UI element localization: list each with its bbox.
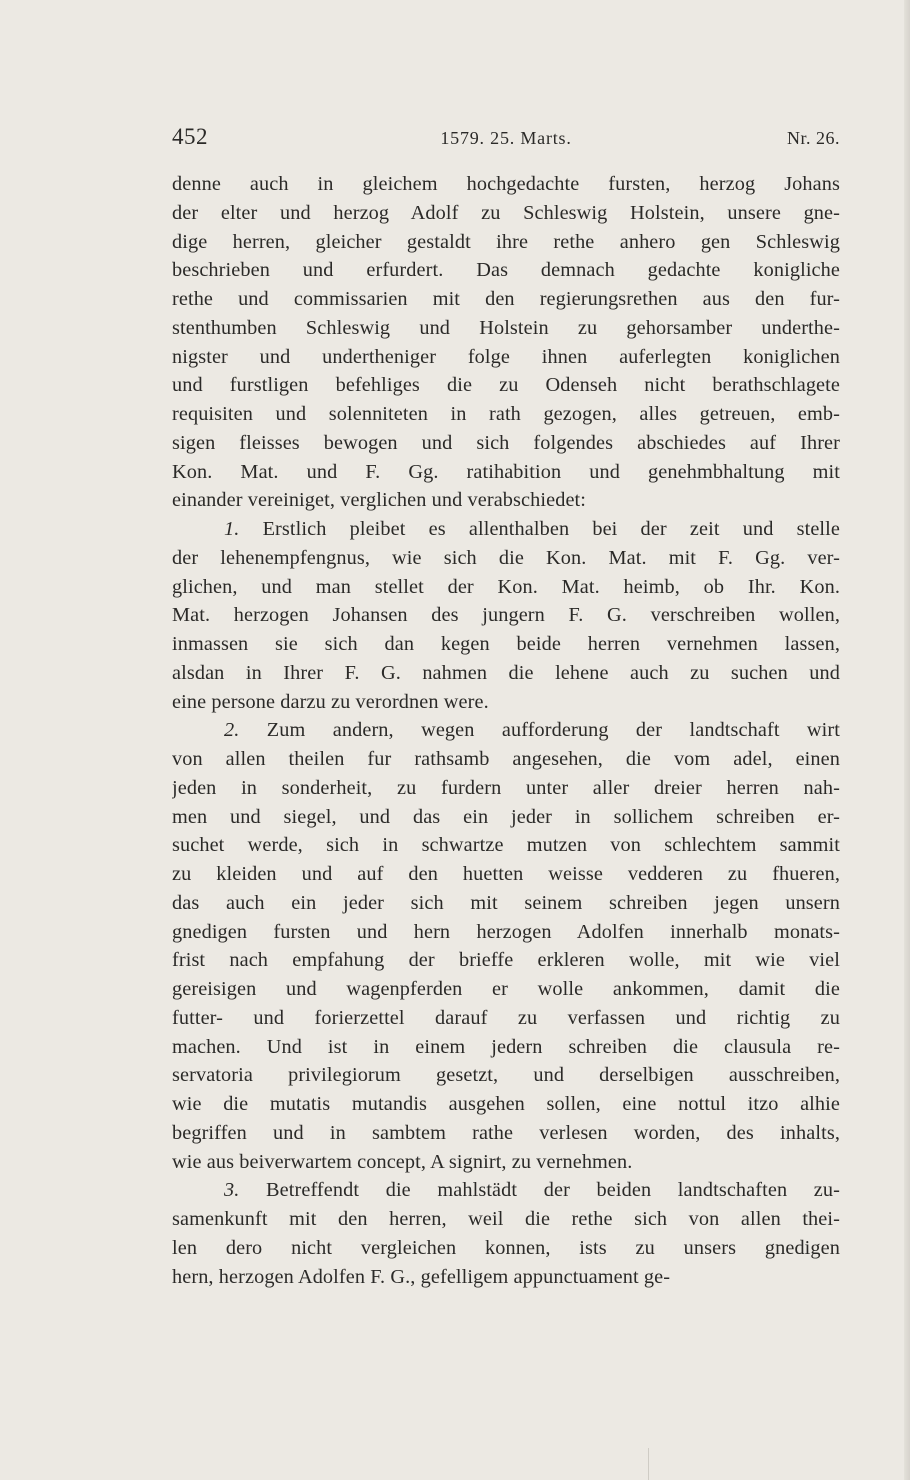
text-line: beschrieben und erfurdert. Das demnach gedachte konigliche bbox=[172, 259, 840, 282]
running-title-date: 1579. 25. Marts. bbox=[440, 128, 572, 148]
text-line: samenkunft mit den herren, weil die rethe sich von allen thei- bbox=[172, 1208, 840, 1230]
text-line: servatoria privilegiorum gesetzt, und derselbigen ausschreiben, bbox=[172, 1064, 840, 1087]
text-line: der lehenempfengnus, wie sich die Kon. Mat. mit F. Gg. ver- bbox=[172, 546, 840, 569]
section-number: 2. bbox=[224, 719, 240, 742]
text-line: zu kleiden und auf den huetten weisse vedderen zu fhueren, bbox=[172, 863, 840, 885]
section-first-line-text: Zum andern, wegen aufforderung der landtschaft wirt bbox=[239, 719, 840, 742]
text-line bbox=[172, 1176, 840, 1205]
section-first-line-text: Erstlich pleibet es allenthalben bei der zeit und stelle bbox=[239, 518, 840, 540]
text-line: gnedigen fursten und hern herzogen Adolfen innerhalb monats- bbox=[172, 920, 840, 943]
paragraph bbox=[172, 170, 840, 515]
paragraph bbox=[172, 716, 840, 1176]
section-number: 3. bbox=[224, 1179, 240, 1202]
text-line: von allen theilen fur rathsamb angesehen, die vom adel, einen bbox=[172, 748, 840, 770]
text-line: len dero nicht vergleichen konnen, ists zu unsers gnedigen bbox=[172, 1236, 840, 1259]
text-line: men und siegel, und das ein jeder in sollichem schreiben er- bbox=[172, 805, 840, 828]
text-line: alsdan in Ihrer F. G. nahmen die lehene auch zu suchen und bbox=[172, 661, 840, 684]
text-line: inmassen sie sich dan kegen beide herren vernehmen lassen, bbox=[172, 633, 840, 655]
text-line bbox=[172, 515, 840, 544]
section-first-line-text: Betreffendt die mahlstädt der beiden landtschaften zu- bbox=[239, 1179, 840, 1202]
text-line: suchet werde, sich in schwartze mutzen von schlechtem sammit bbox=[172, 834, 840, 857]
text-line: dige herren, gleicher gestaldt ihre rethe anhero gen Schleswig bbox=[172, 230, 840, 253]
text-line: eine persone darzu zu verordnen were. bbox=[172, 690, 489, 713]
paragraph bbox=[172, 515, 840, 716]
paragraph bbox=[172, 1176, 840, 1291]
text-line bbox=[172, 716, 840, 745]
text-line: stenthumben Schleswig und Holstein zu gehorsamber underthe- bbox=[172, 316, 840, 339]
text-line: gereisigen und wagenpferden er wolle ankommen, damit die bbox=[172, 978, 840, 1000]
text-line: machen. Und ist in einem jedern schreiben die clausula re- bbox=[172, 1035, 840, 1058]
scan-artifact-line bbox=[648, 1448, 649, 1480]
text-line: sigen fleisses bewogen und sich folgendes abschiedes auf Ihrer bbox=[172, 431, 840, 454]
text-line: denne auch in gleichem hochgedachte fursten, herzog Johans bbox=[172, 173, 840, 195]
text-line: nigster und undertheniger folge ihnen auferlegten koniglichen bbox=[172, 345, 840, 368]
text-line: Kon. Mat. und F. Gg. ratihabition und genehmbhaltung mit bbox=[172, 460, 840, 483]
text-line: requisiten und solenniteten in rath gezogen, alles getreuen, emb- bbox=[172, 403, 840, 425]
text-line: begriffen und in sambtem rathe verlesen worden, des inhalts, bbox=[172, 1121, 840, 1144]
text-line: einander vereiniget, verglichen und verabschiedet: bbox=[172, 489, 587, 512]
text-line: das auch ein jeder sich mit seinem schreiben jegen unsern bbox=[172, 891, 840, 914]
text-line: jeden in sonderheit, zu furdern unter aller dreier herren nah- bbox=[172, 776, 840, 799]
text-line: hern, herzogen Adolfen F. G., gefelligem appunctuament ge- bbox=[172, 1265, 671, 1288]
text-line: rethe und commissarien mit den regierungsrethen aus den fur- bbox=[172, 288, 840, 310]
running-header bbox=[172, 124, 840, 156]
text-line: frist nach empfahung der brieffe erkleren wolle, mit wie viel bbox=[172, 949, 840, 972]
page-edge-shadow bbox=[904, 0, 910, 1480]
text-line: Mat. herzogen Johansen des jungern F. G. verschreiben wollen, bbox=[172, 604, 840, 627]
text-line: wie die mutatis mutandis ausgehen sollen, eine nottul itzo alhie bbox=[172, 1093, 840, 1115]
body-text bbox=[172, 170, 840, 1291]
page-number: 452 bbox=[172, 124, 208, 149]
text-line: futter- und forierzettel darauf zu verfassen und richtig zu bbox=[172, 1006, 840, 1029]
text-line: wie aus beiverwartem concept, A signirt, zu vernehmen. bbox=[172, 1150, 633, 1173]
section-number: 1. bbox=[224, 518, 240, 540]
text-line: der elter und herzog Adolf zu Schleswig Holstein, unsere gne- bbox=[172, 201, 840, 224]
document-number: Nr. 26. bbox=[787, 128, 840, 148]
text-line: glichen, und man stellet der Kon. Mat. heimb, ob Ihr. Kon. bbox=[172, 575, 840, 598]
text-line: und furstligen befehliges die zu Odenseh nicht berathschlagete bbox=[172, 374, 840, 397]
